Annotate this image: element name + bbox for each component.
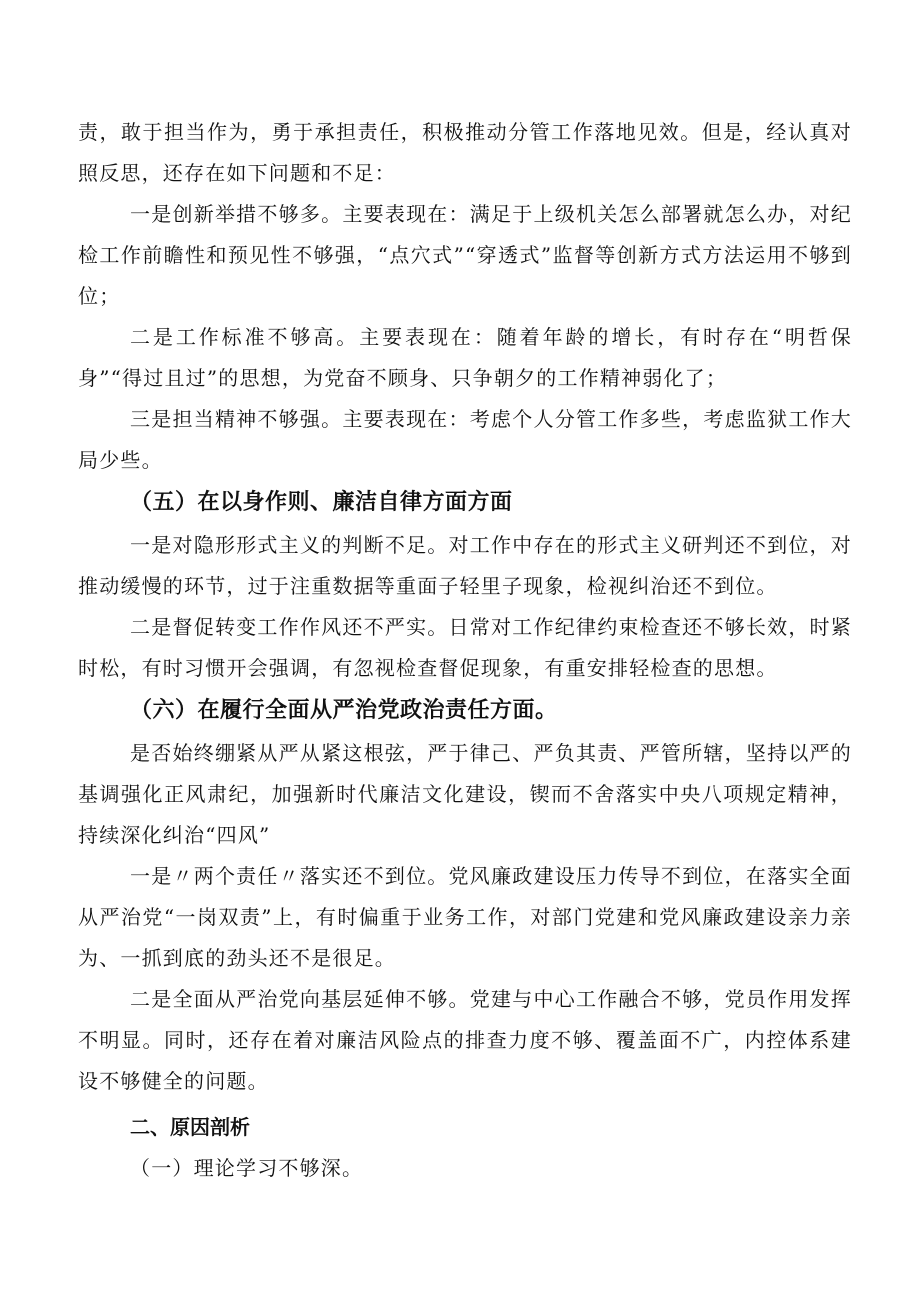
paragraph-item-2: 二是工作标准不够高。主要表现在：随着年龄的增长，有时存在“明哲保身”“得过且过”的思想，为党奋不顾身、只争朝夕的工作精神弱化了； [78, 325, 852, 390]
section-heading-reasons: 二、原因剖析 [130, 1115, 250, 1139]
paragraph-continuation: 责，敢于担当作为，勇于承担责任，积极推动分管工作落地见效。但是，经认真对照反思，还存在如下问题和不足： [78, 120, 852, 185]
subsection-heading-theory: （一）理论学习不够深。 [130, 1156, 364, 1180]
paragraph-section5-2: 二是督促转变工作作风还不严实。日常对工作纪律约束检查还不够长效，时紧时松，有时习惯开会强调，有忽视检查督促现象，有重安排轻检查的思想。 [78, 615, 852, 680]
paragraph-item-1: 一是创新举措不够多。主要表现在：满足于上级机关怎么部署就怎么办，对纪检工作前瞻性和预见性不够强，“点穴式”“穿透式”监督等创新方式方法运用不够到位； [78, 202, 852, 308]
section-heading-5: （五）在以身作则、廉洁自律方面方面 [130, 490, 513, 515]
section-heading-6: （六）在履行全面从严治党政治责任方面。 [130, 698, 558, 723]
paragraph-section6-1: 一是〃两个责任〃落实还不到位。党风廉政建设压力传导不到位，在落实全面从严治党“一岗双责”上，有时偏重于业务工作，对部门党建和党风廉政建设亲力亲为、一抓到底的劲头还不是很足。 [78, 864, 852, 970]
paragraph-section6-2: 二是全面从严治党向基层延伸不够。党建与中心工作融合不够，党员作用发挥不明显。同时，还存在着对廉洁风险点的排查力度不够、覆盖面不广，内控体系建设不够健全的问题。 [78, 987, 852, 1093]
paragraph-section5-1: 一是对隐形形式主义的判断不足。对工作中存在的形式主义研判还不到位，对推动缓慢的环节，过于注重数据等重面子轻里子现象，检视纠治还不到位。 [78, 533, 852, 598]
paragraph-item-3: 三是担当精神不够强。主要表现在：考虑个人分管工作多些，考虑监狱工作大局少些。 [78, 407, 852, 472]
paragraph-section6-intro: 是否始终绷紧从严从紧这根弦，严于律己、严负其责、严管所辖，坚持以严的基调强化正风肃纪，加强新时代廉洁文化建设，锲而不舍落实中央八项规定精神，持续深化纠治“四风” [78, 741, 852, 847]
